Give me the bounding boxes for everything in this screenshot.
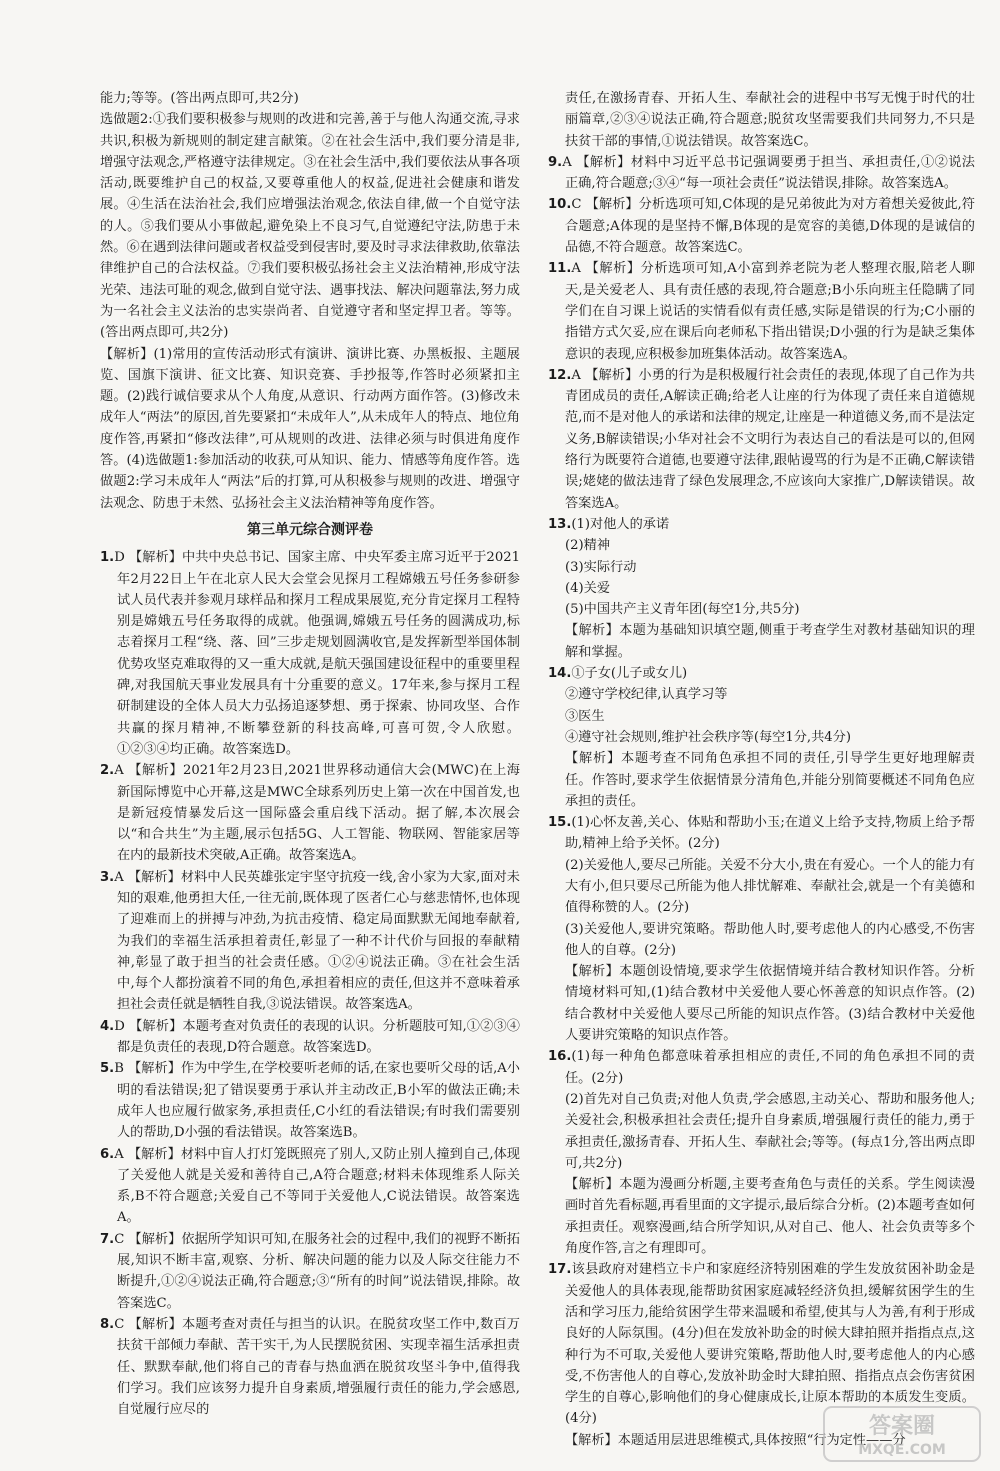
q13-line: (4)关爱 — [565, 580, 611, 596]
left-column — [100, 88, 520, 1420]
q13-analysis: 【解析】本题为基础知识填空题,侧重于考查学生对教材基础知识的理解和掌握。 — [565, 623, 975, 660]
item-number: 10. — [548, 197, 572, 213]
q16-line: (1)每一种角色都意味着承担相应的责任,不同的角色承担不同的责任。(2分) — [565, 1049, 975, 1086]
answer-item-13 — [548, 514, 975, 663]
item-text: A 【解析】材料中人民英雄张定宇坚守抗疫一线,舍小家为大家,面对未知的艰难,他勇担大任,一往无前,既体现了医者仁心与慈悲情怀,也体现了迎难而上的拼搏与冲劲,为抗击疫情、稳定局面默默无闻地奉献着,为我们的幸福生活承担着责任,彰显了一种不计代价与回报的奉献精神,彰显了敢于担当的社会责任感。①②④说法正确。③在社会生活中,每个人都扮演着不同的角色,承担着相应的责任,但这并不意味着承担社会责任就是牺牲自我,③说法错误。故答案选A。 — [114, 869, 520, 1013]
item-number: 9. — [548, 154, 563, 170]
answer-item-15 — [548, 812, 975, 1046]
item-number: 6. — [100, 1146, 115, 1162]
answer-item-16 — [548, 1046, 975, 1259]
item-number: 5. — [100, 1061, 115, 1077]
intro-line-0: 能力;等等。(答出两点即可,共2分) — [100, 91, 299, 106]
watermark-url: MXQE.COM — [858, 1442, 946, 1458]
item-number: 17. — [548, 1262, 572, 1278]
q17-text: 该县政府对建档立卡户和家庭经济特别困难的学生发放贫困补助金是关爱他人的具体表现,能帮助贫困家庭减轻经济负担,缓解贫困学生的生活和学习压力,能给贫困学生带来温暖和希望,使其与人为善,有利于形成良好的人际氛围。(4分)但在发放补助金的时候大肆拍照并指指点点,这种行为不可取,关爱他人要讲究策略,帮助他人时,要考虑他人的内心感受,不伤害他人的自尊心,发放补助金时大肆拍照、指指点点会伤害贫困学生的自尊心,影响他们的身心健康成长,让原本帮助的本质发生变质。(4分) — [565, 1262, 975, 1427]
watermark-icon — [822, 1405, 982, 1463]
q13-line: (3)实际行动 — [565, 559, 637, 575]
item-number: 16. — [548, 1049, 572, 1065]
item-number: 1. — [100, 550, 115, 566]
q14-analysis: 【解析】本题考查不同角色承担不同的责任,引导学生更好地理解责任。作答时,要求学生依据情景分清角色,并能分别简要概述不同角色应承担的责任。 — [565, 751, 975, 809]
right-column — [548, 88, 975, 1451]
answer-item-6 — [100, 1144, 520, 1229]
q15-line: (2)关爱他人,要尽己所能。关爱不分大小,贵在有爱心。一个人的能力有大有小,但只要尽己所能为他人排忧解难、奉献社会,就是一个有美德和值得称赞的人。(2分) — [565, 857, 975, 916]
item-number: 4. — [100, 1018, 115, 1034]
q16-analysis: 【解析】本题为漫画分析题,主要考查角色与责任的关系。学生阅读漫画时首先看标题,再看里面的文字提示,最后综合分析。(2)本题考查如何承担责任。观察漫画,结合所学知识,从对自己、他人、社会负责等多个角度作答,言之有理即可。 — [565, 1177, 975, 1257]
item-text: C 【解析】分析选项可知,C体现的是兄弟彼此为对方着想关爱彼此,符合题意;A体现的是坚持不懈,B体现的是宽容的美德,D体现的是诚信的品德,不符合题意。故答案选C。 — [565, 197, 975, 256]
item-number: 13. — [548, 516, 572, 532]
q17-analysis: 【解析】本题适用层进思维模式,具体按照“行为定性——分 — [565, 1432, 906, 1448]
intro-line-2: 【解析】(1)常用的宣传活动形式有演讲、演讲比赛、办黑板报、主题展览、国旗下演讲、征文比赛、知识竞赛、手抄报等,作答时必须紧扣主题。(2)践行诚信要求从个人角度,从意识、行动两方面作答。(3)修改未成年人“两法”的原因,首先要紧扣“未成年人”,从未成年人的特点、地位角度作答,再紧扣“修改法律”,可从规则的改进、法律必须与时俱进角度作答。(4)选做题1:参加活动的收获,可从知识、能力、情感等角度作答。选做题2:学习未成年人“两法”后的打算,可从积极参与规则的改进、增强守法观念、防患于未然、弘扬社会主义法治精神等角度作答。 — [100, 346, 520, 511]
q13-line: (1)对他人的承诺 — [571, 516, 670, 532]
answer-item-10 — [548, 194, 975, 258]
item-number: 2. — [100, 763, 115, 779]
q13-line: (2)精神 — [565, 538, 611, 554]
answer-item-4 — [100, 1016, 520, 1059]
answer-item-7 — [100, 1229, 520, 1314]
item-text: C 【解析】依据所学知识可知,在服务社会的过程中,我们的视野不断拓展,知识不断丰富,观察、分析、解决问题的能力以及人际交往能力不断提升,①②④说法正确,符合题意;③“所有的时间”说法错误,排除。故答案选C。 — [114, 1231, 520, 1311]
intro-line-1: 选做题2:①我们要积极参与规则的改进和完善,善于与他人沟通交流,寻求共识,积极为新规则的制定建言献策。②在社会生活中,我们要分清是非,增强守法观念,严格遵守法律规定。③在社会生活中,我们要依法从事各项活动,既要维护自己的权益,又要尊重他人的权益,促进社会健康和谐发展。④生活在法治社会,我们应增强法治观念,依法自律,做一个自觉守法的人。⑤我们要从小事做起,避免染上不良习气,自觉遵纪守法,防患于未然。⑥在遇到法律问题或者权益受到侵害时,要及时寻求法律救助,依靠法律维护自己的合法权益。⑦我们要积极弘扬社会主义法治精神,形成守法光荣、违法可耻的观念,做到自觉守法、遇事找法、解决问题靠法,努力成为一名社会主义法治的忠实崇尚者、自觉遵守者和坚定捍卫者。等等。(答出两点即可,共2分) — [100, 112, 520, 341]
answer-item-9 — [548, 152, 975, 195]
item-number: 7. — [100, 1231, 115, 1247]
answer-item-1 — [100, 547, 520, 760]
item-number: 12. — [548, 367, 572, 383]
item-text: A 【解析】2021年2月23日,2021世界移动通信大会(MWC)在上海新国际博览中心开幕,这是MWC全球系列历史上第一次在中国首发,也是新冠疫情暴发后这一国际盛会重启线下活动。据了解,本次展会以“和合共生”为主题,展示包括5G、人工智能、物联网、智能家居等在内的最新技术突破,A正确。故答案选A。 — [114, 763, 520, 864]
answer-item-3 — [100, 867, 520, 1016]
q15-line: (3)关爱他人,要讲究策略。帮助他人时,要考虑他人的内心感受,不伤害他人的自尊。(2分) — [565, 921, 975, 958]
section-title: 第三单元综合测评卷 — [247, 521, 373, 538]
q14-line: ①子女(儿子或女儿) — [571, 666, 688, 682]
item-text: A 【解析】材料中习近平总书记强调要勇于担当、承担责任,①②说法正确,符合题意;③④“每一项社会责任”说法错误,排除。故答案选A。 — [562, 154, 975, 192]
item-number: 3. — [100, 869, 115, 885]
item-text: A 【解析】小勇的行为是积极履行社会责任的表现,体现了自己作为共青团成员的责任,A解读正确;给老人让座的行为体现了责任来自道德规范,而不是对他人的承诺和法律的规定,让座是一种道德义务,而不是法定义务,B解读错误;小华对社会不文明行为表达自己的看法是可以的,但网络行为既要符合道德,也要遵守法律,跟帖谩骂的行为是不正确,C解读错误;姥姥的做法违背了绿色发展理念,不应该向大家推广,D解读错误。故答案选A。 — [565, 367, 975, 511]
item-text: B 【解析】作为中学生,在学校要听老师的话,在家也要听父母的话,A小明的看法错误;犯了错误要勇于承认并主动改正,B小军的做法正确;未成年人也应履行做家务,承担责任,C小红的看法错误;有时我们需要别人的帮助,D小强的看法错误。故答案选B。 — [114, 1061, 520, 1141]
answer-item-12 — [548, 365, 975, 514]
item-number: 11. — [548, 261, 572, 277]
item-text: A 【解析】分析选项可知,A小富到养老院为老人整理衣服,陪老人聊天,是关爱老人、具有责任感的表现,符合题意;B小乐向班主任隐瞒了同学们在自习课上说话的实情看似有责任感,实际是错误的行为;C小丽的指错方式欠妥,应在课后向老师私下指出错误;D小强的行为是缺乏集体意识的表现,应积极参加班集体活动。故答案选A。 — [565, 261, 975, 362]
item-text: D 【解析】中共中央总书记、国家主席、中央军委主席习近平于2021年2月22日上午在北京人民大会堂会见探月工程嫦娥五号任务参研参试人员代表并参观月球样品和探月工程成果展览,充分肯定探月工程特别是嫦娥五号任务取得的成就。他强调,嫦娥五号任务的圆满成功,标志着探月工程“绕、落、回”三步走规划圆满收官,是发挥新型举国体制优势攻坚克难取得的又一重大成就,是航天强国建设征程中的重要里程碑,对我国航天事业发展具有十分重要的意义。17年来,参与探月工程研制建设的全体人员大力弘扬追逐梦想、勇于探索、协同攻坚、合作共赢的探月精神,不断攀登新的科技高峰,可喜可贺,令人欣慰。①②③④均正确。故答案选D。 — [114, 550, 520, 757]
q13-line: (5)中国共产主义青年团(每空1分,共5分) — [565, 602, 800, 618]
q16-line: (2)首先对自己负责;对他人负责,学会感恩,主动关心、帮助和服务他人;关爱社会,积极承担社会责任;提升自身素质,增强履行责任的能力,勇于承担责任,激扬青春、开拓人生、奉献社会;等等。(每点1分,答出两点即可,共2分) — [565, 1091, 975, 1171]
item-text: A 【解析】材料中盲人打灯笼既照亮了别人,又防止别人撞到自己,体现了关爱他人就是关爱和善待自己,A符合题意;材料未体现维系人际关系,B不符合题意;关爱自己不等同于关爱他人,C说法错误。故答案选A。 — [114, 1146, 520, 1226]
watermark-logo — [822, 1405, 982, 1463]
answer-item-2 — [100, 760, 520, 866]
item-text: D 【解析】本题考查对负责任的表现的认识。分析题肢可知,①②③④都是负责任的表现,D符合题意。故答案选D。 — [114, 1018, 520, 1056]
continued-text: 责任,在激扬青春、开拓人生、奉献社会的进程中书写无愧于时代的壮丽篇章,②③④说法正确,符合题意;脱贫攻坚需要我们共同努力,不只是扶贫干部的事情,①说法错误。故答案选C。 — [565, 91, 975, 149]
answer-item-5 — [100, 1058, 520, 1143]
q15-analysis: 【解析】本题创设情境,要求学生依据情境并结合教材知识作答。分析情境材料可知,(1)结合教材中关爱他人要心怀善意的知识点作答。(2)结合教材中关爱他人要尽己所能的知识点作答。(3)结合教材中关爱他人要讲究策略的知识点作答。 — [565, 964, 975, 1044]
q14-line: ④遵守社会规则,维护社会秩序等(每空1分,共4分) — [565, 729, 852, 745]
q14-line: ②遵守学校纪律,认真学习等 — [565, 687, 728, 703]
item-text: C 【解析】本题考查对责任与担当的认识。在脱贫攻坚工作中,数百万扶贫干部倾力奉献、苦干实干,为人民摆脱贫困、实现幸福生活承担责任、默默奉献,他们将自己的青春与热血洒在脱贫攻坚斗争中,值得我们学习。我们应该努力提升自身素质,增强履行责任的能力,学会感恩,自觉履行应尽的 — [114, 1316, 520, 1418]
answer-item-8 — [100, 1314, 520, 1420]
item-number: 14. — [548, 666, 572, 682]
q14-line: ③医生 — [565, 708, 605, 724]
item-number: 8. — [100, 1316, 115, 1332]
answer-item-14 — [548, 663, 975, 812]
q15-line: (1)心怀友善,关心、体贴和帮助小玉;在道义上给予支持,物质上给予帮助,精神上给予关怀。(2分) — [565, 815, 975, 852]
answer-item-11 — [548, 258, 975, 364]
watermark-title: 答案圈 — [868, 1414, 936, 1439]
item-number: 15. — [548, 815, 572, 831]
